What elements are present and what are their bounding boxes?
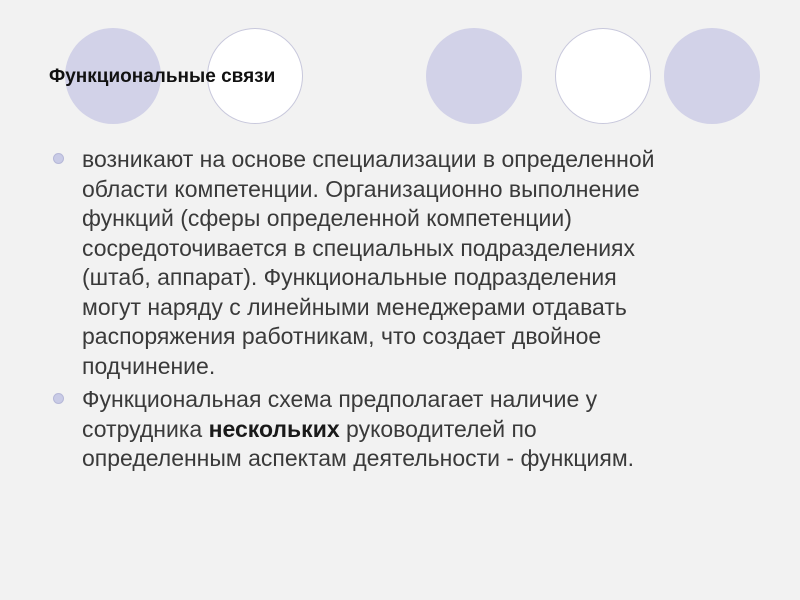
decorative-circle-filled <box>664 28 760 124</box>
bullet-text-line: распоряжения работникам, что создает двойное <box>82 323 602 349</box>
bullet-text-line: области компетенции. Организационно выполнение <box>82 175 640 202</box>
bullet-icon <box>53 393 64 404</box>
decorative-circle-filled <box>426 28 522 124</box>
bullet-text-line: определенным аспектам деятельности - функциям. <box>82 445 635 471</box>
bullet-text-line: функций (сферы определенной компетенции) <box>82 205 572 231</box>
bullet-text-fragment: руководителей по <box>339 415 537 442</box>
decorative-circle-outline <box>555 28 651 124</box>
bullet-text-line: (штаб, аппарат). Функциональные подразделения <box>82 264 617 290</box>
bullet-text-emphasis: нескольких <box>208 415 340 442</box>
bullet-text-line: возникают на основе специализации в определенной <box>82 146 655 172</box>
bullet-text-line: Функциональная схема предполагает наличие у <box>82 386 598 412</box>
bullet-text-line: могут наряду с линейными менеджерами отдавать <box>82 293 627 320</box>
slide-title: Функциональные связи <box>49 66 276 87</box>
bullet-text-line: подчинение. <box>82 352 216 379</box>
bullet-icon <box>53 153 64 164</box>
bullet-item <box>48 145 748 381</box>
bullet-list <box>48 145 748 478</box>
bullet-text-line <box>82 415 748 445</box>
bullet-text-fragment: сотрудника <box>82 415 209 442</box>
bullet-text-line: сосредоточивается в специальных подразделениях <box>82 234 636 261</box>
bullet-item <box>48 385 748 474</box>
